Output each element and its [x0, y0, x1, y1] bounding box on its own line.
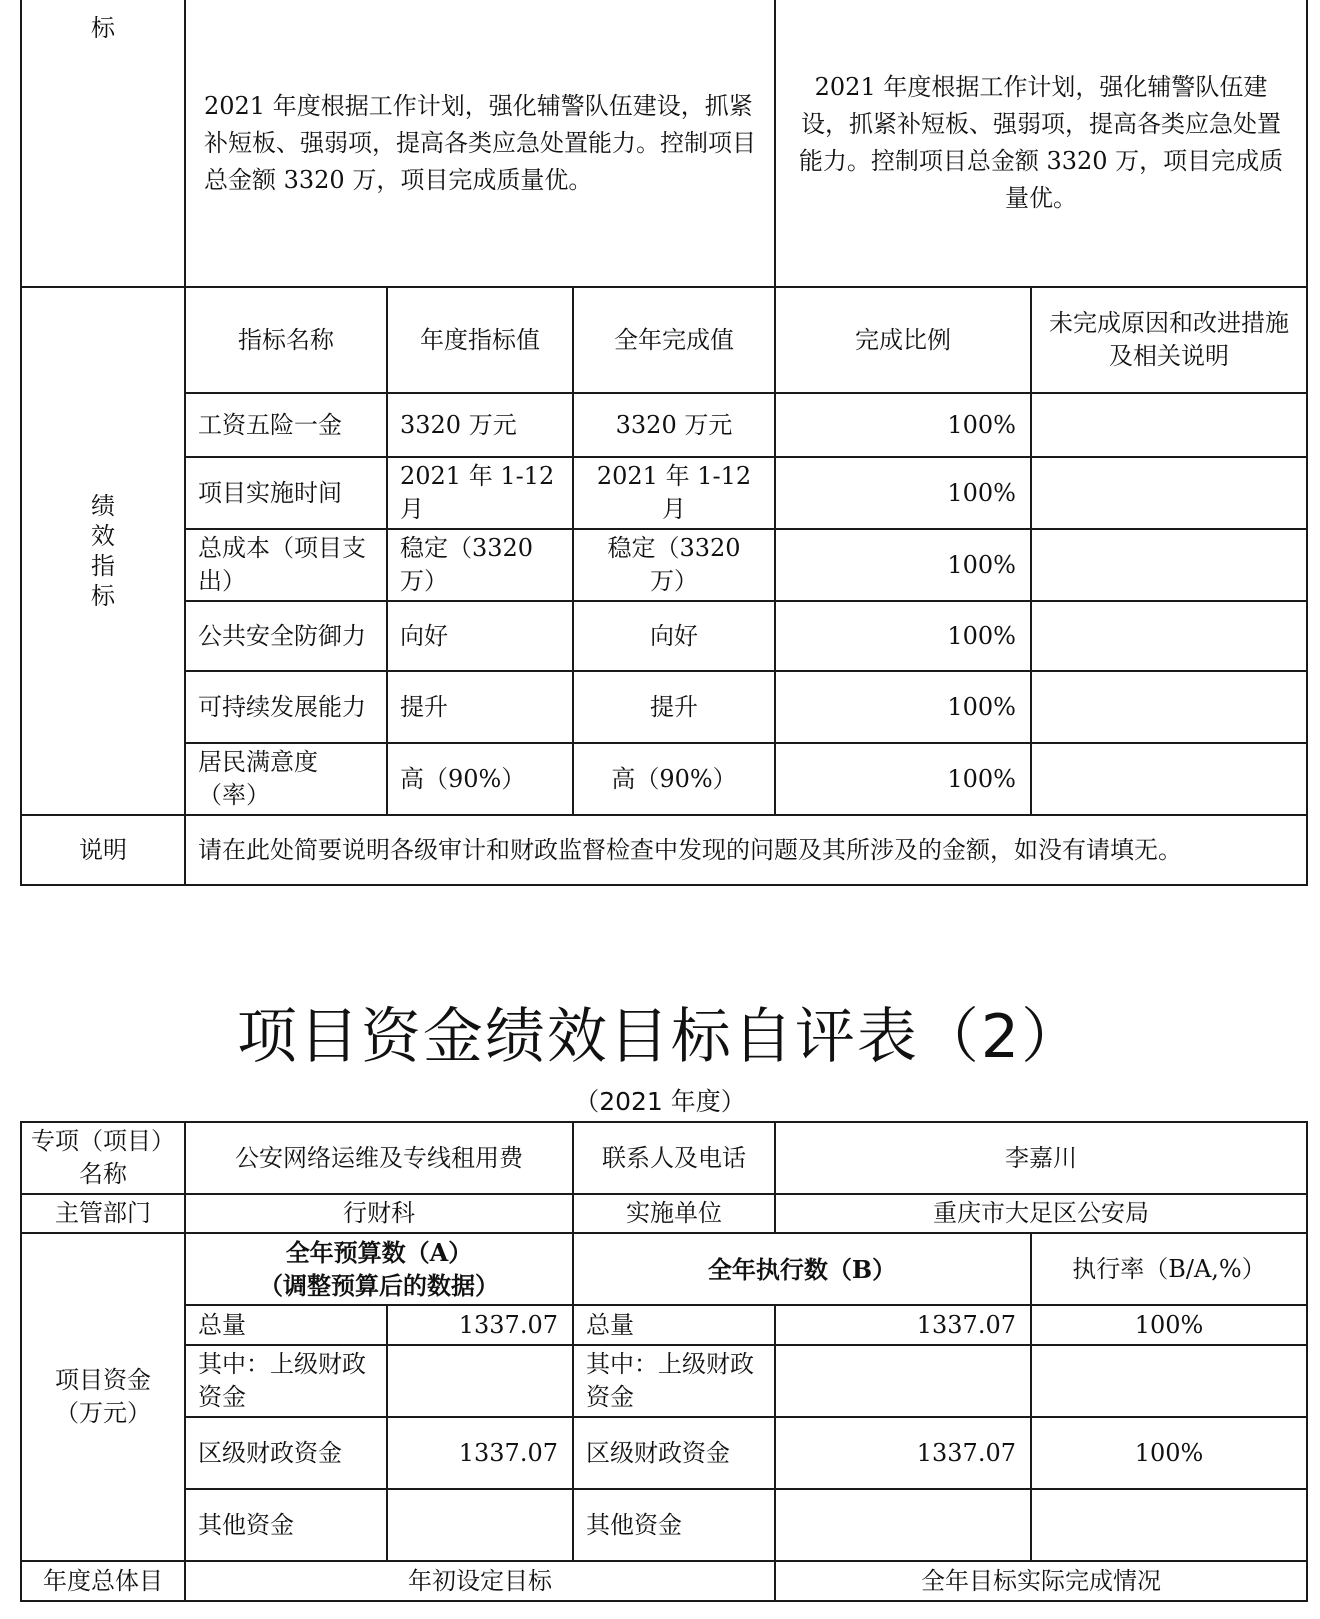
fund-table: [20, 1121, 1308, 1602]
impl-label: 实施单位: [573, 1194, 775, 1233]
indicator-name: 公共安全防御力: [185, 601, 387, 671]
indicator-target: 提升: [387, 671, 573, 743]
indicator-name: 项目实施时间: [185, 457, 387, 529]
table-row: [21, 1305, 1307, 1345]
exec-label: 区级财政资金: [573, 1417, 775, 1489]
note-row: [21, 815, 1307, 885]
exec-value: 1337.07: [775, 1417, 1031, 1489]
impl-value: 重庆市大足区公安局: [775, 1194, 1307, 1233]
fund-header-row: [21, 1233, 1307, 1305]
project-name-value: 公安网络运维及专线租用费: [185, 1122, 573, 1194]
goal-plan-text: 2021 年度根据工作计划，强化辅警队伍建设，抓紧补短板、强弱项，提高各类应急处置能力。控制项目总金额 3320 万，项目完成质量优。: [185, 0, 775, 287]
rate-value: [1031, 1345, 1307, 1417]
indicator-ratio: 100%: [775, 671, 1031, 743]
page-title: 项目资金绩效目标自评表（2）: [236, 1002, 1084, 1072]
indicator-target: 3320 万元: [387, 393, 573, 457]
goal-actual-text: 2021 年度根据工作计划，强化辅警队伍建设，抓紧补短板、强弱项，提高各类应急处置能力。控制项目总金额 3320 万，项目完成质量优。: [775, 0, 1307, 287]
note-text: 请在此处简要说明各级审计和财政监督检查中发现的问题及其所涉及的金额，如没有请填无。: [185, 815, 1307, 885]
budget-value: 1337.07: [387, 1417, 573, 1489]
project-row: [21, 1122, 1307, 1194]
header-annual-actual: 全年完成值: [573, 287, 775, 393]
header-annual-target: 年度指标值: [387, 287, 573, 393]
indicator-ratio: 100%: [775, 743, 1031, 815]
indicator-header-row: [21, 287, 1307, 393]
indicator-reason: [1031, 743, 1307, 815]
indicator-actual: 2021 年 1-12 月: [573, 457, 775, 529]
fund-label: 总量: [185, 1305, 387, 1345]
rate-value: 100%: [1031, 1417, 1307, 1489]
indicator-name: 居民满意度（率）: [185, 743, 387, 815]
header-indicator-name: 指标名称: [185, 287, 387, 393]
indicator-target: 高（90%）: [387, 743, 573, 815]
indicator-ratio: 100%: [775, 457, 1031, 529]
indicator-target: 2021 年 1-12 月: [387, 457, 573, 529]
exec-value: [775, 1345, 1031, 1417]
indicator-target: 稳定（3320 万）: [387, 529, 573, 601]
indicator-ratio: 100%: [775, 529, 1031, 601]
budget-value: [387, 1345, 573, 1417]
exec-label: 其他资金: [573, 1489, 775, 1561]
goal-row-label: 标: [21, 0, 185, 287]
indicator-name: 可持续发展能力: [185, 671, 387, 743]
rate-header: 执行率（B/A,%）: [1031, 1233, 1307, 1305]
budget-value: 1337.07: [387, 1305, 573, 1345]
rate-value: 100%: [1031, 1305, 1307, 1345]
indicator-target: 向好: [387, 601, 573, 671]
exec-value: [775, 1489, 1031, 1561]
exec-label: 总量: [573, 1305, 775, 1345]
table-row: [21, 393, 1307, 457]
note-label: 说明: [21, 815, 185, 885]
indicator-actual: 向好: [573, 601, 775, 671]
contact-value: 李嘉川: [775, 1122, 1307, 1194]
table-row: [21, 1417, 1307, 1489]
annual-goal-label: 年度总体目: [21, 1561, 185, 1601]
indicator-name: 工资五险一金: [185, 393, 387, 457]
table-row: [21, 601, 1307, 671]
table-row: [21, 1345, 1307, 1417]
indicator-actual: 高（90%）: [573, 743, 775, 815]
project-name-label: 专项（项目）名称: [21, 1122, 185, 1194]
indicator-reason: [1031, 393, 1307, 457]
indicator-reason: [1031, 457, 1307, 529]
indicator-actual: 提升: [573, 671, 775, 743]
performance-table: [20, 0, 1308, 886]
page-subtitle: （2021 年度）: [574, 1087, 746, 1116]
exec-header: 全年执行数（B）: [573, 1233, 1031, 1305]
indicator-name: 总成本（项目支出）: [185, 529, 387, 601]
exec-value: 1337.07: [775, 1305, 1031, 1345]
dept-row: [21, 1194, 1307, 1233]
indicator-reason: [1031, 671, 1307, 743]
indicator-reason: [1031, 529, 1307, 601]
annual-goal-row: [21, 1561, 1307, 1601]
header-reason: 未完成原因和改进措施 及相关说明: [1031, 287, 1307, 393]
exec-label: 其中：上级财政资金: [573, 1345, 775, 1417]
table-row: [21, 457, 1307, 529]
indicator-actual: 3320 万元: [573, 393, 775, 457]
indicator-reason: [1031, 601, 1307, 671]
table-row: [21, 743, 1307, 815]
perf-indicator-label: 绩 效 指 标: [21, 287, 185, 815]
indicator-ratio: 100%: [775, 393, 1031, 457]
indicator-ratio: 100%: [775, 601, 1031, 671]
initial-goal-header: 年初设定目标: [185, 1561, 775, 1601]
actual-goal-header: 全年目标实际完成情况: [775, 1561, 1307, 1601]
header-completion-ratio: 完成比例: [775, 287, 1031, 393]
budget-value: [387, 1489, 573, 1561]
budget-header: 全年预算数（A） （调整预算后的数据）: [185, 1233, 573, 1305]
goal-row: [21, 0, 1307, 287]
indicator-actual: 稳定（3320 万）: [573, 529, 775, 601]
table-row: [21, 529, 1307, 601]
table-row: [21, 1489, 1307, 1561]
contact-label: 联系人及电话: [573, 1122, 775, 1194]
fund-label: 其他资金: [185, 1489, 387, 1561]
dept-value: 行财科: [185, 1194, 573, 1233]
rate-value: [1031, 1489, 1307, 1561]
funds-label: 项目资金（万元）: [21, 1233, 185, 1561]
table-row: [21, 671, 1307, 743]
dept-label: 主管部门: [21, 1194, 185, 1233]
fund-label: 区级财政资金: [185, 1417, 387, 1489]
fund-label: 其中：上级财政资金: [185, 1345, 387, 1417]
